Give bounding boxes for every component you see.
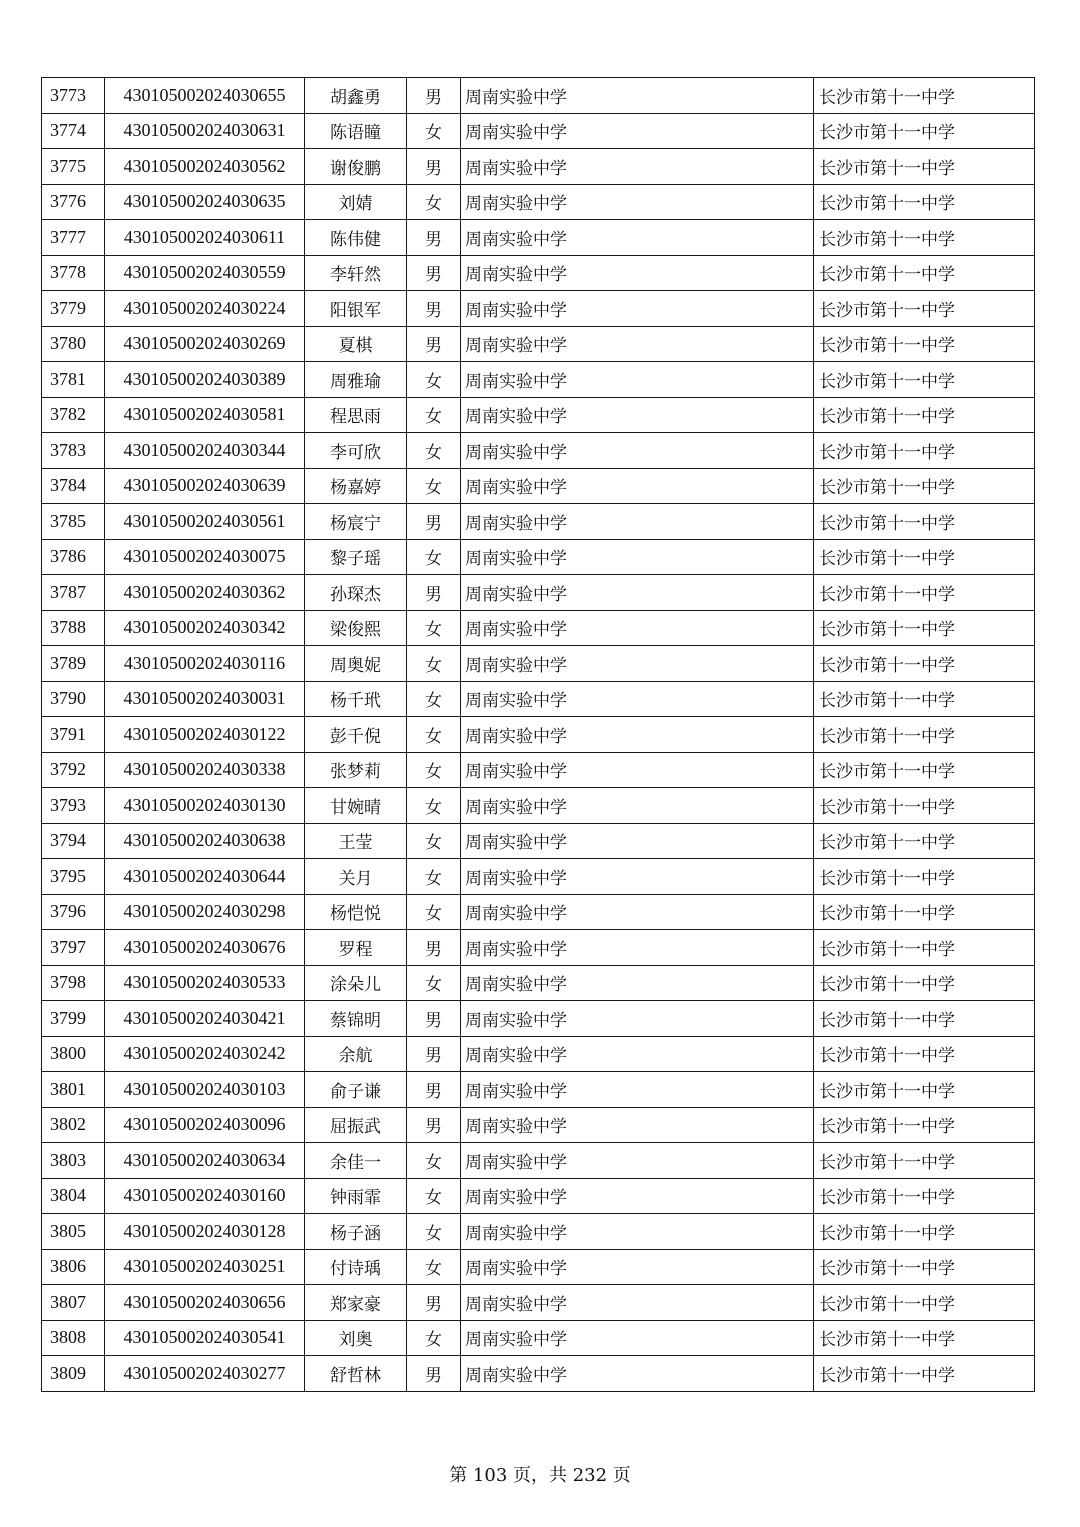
cell-seq: 3808 bbox=[42, 1320, 105, 1356]
cell-name: 蔡锦明 bbox=[305, 1001, 407, 1037]
cell-name: 郑家豪 bbox=[305, 1285, 407, 1321]
cell-gender: 女 bbox=[407, 1214, 461, 1250]
cell-admitted-school: 长沙市第十一中学 bbox=[814, 1285, 1035, 1321]
cell-school: 周南实验中学 bbox=[461, 255, 814, 291]
cell-school: 周南实验中学 bbox=[461, 326, 814, 362]
cell-seq: 3773 bbox=[42, 78, 105, 114]
cell-student-id: 430105002024030362 bbox=[105, 575, 305, 611]
cell-seq: 3788 bbox=[42, 610, 105, 646]
cell-gender: 男 bbox=[407, 1072, 461, 1108]
cell-student-id: 430105002024030160 bbox=[105, 1178, 305, 1214]
cell-gender: 女 bbox=[407, 1143, 461, 1179]
table-row bbox=[42, 1178, 1035, 1214]
cell-seq: 3782 bbox=[42, 397, 105, 433]
cell-school: 周南实验中学 bbox=[461, 113, 814, 149]
table-row bbox=[42, 1214, 1035, 1250]
cell-gender: 女 bbox=[407, 184, 461, 220]
cell-gender: 女 bbox=[407, 752, 461, 788]
cell-name: 谢俊鹏 bbox=[305, 149, 407, 185]
cell-school: 周南实验中学 bbox=[461, 717, 814, 753]
cell-student-id: 430105002024030655 bbox=[105, 78, 305, 114]
cell-gender: 女 bbox=[407, 362, 461, 398]
cell-admitted-school: 长沙市第十一中学 bbox=[814, 1107, 1035, 1143]
cell-student-id: 430105002024030269 bbox=[105, 326, 305, 362]
cell-school: 周南实验中学 bbox=[461, 575, 814, 611]
cell-name: 陈语瞳 bbox=[305, 113, 407, 149]
cell-name: 胡鑫勇 bbox=[305, 78, 407, 114]
cell-gender: 男 bbox=[407, 149, 461, 185]
page-number-footer: 第 103 页，共 232 页 bbox=[449, 1465, 631, 1486]
cell-student-id: 430105002024030581 bbox=[105, 397, 305, 433]
cell-school: 周南实验中学 bbox=[461, 823, 814, 859]
table-row bbox=[42, 1356, 1035, 1392]
table-row bbox=[42, 681, 1035, 717]
cell-student-id: 430105002024030638 bbox=[105, 823, 305, 859]
cell-seq: 3801 bbox=[42, 1072, 105, 1108]
cell-school: 周南实验中学 bbox=[461, 1178, 814, 1214]
table-row bbox=[42, 504, 1035, 540]
cell-gender: 男 bbox=[407, 326, 461, 362]
cell-name: 程思雨 bbox=[305, 397, 407, 433]
table-row bbox=[42, 1036, 1035, 1072]
cell-name: 杨嘉婷 bbox=[305, 468, 407, 504]
cell-gender: 女 bbox=[407, 646, 461, 682]
cell-seq: 3792 bbox=[42, 752, 105, 788]
cell-seq: 3807 bbox=[42, 1285, 105, 1321]
cell-admitted-school: 长沙市第十一中学 bbox=[814, 539, 1035, 575]
cell-admitted-school: 长沙市第十一中学 bbox=[814, 1036, 1035, 1072]
cell-seq: 3797 bbox=[42, 930, 105, 966]
cell-school: 周南实验中学 bbox=[461, 1001, 814, 1037]
cell-student-id: 430105002024030639 bbox=[105, 468, 305, 504]
table-row bbox=[42, 1249, 1035, 1285]
cell-admitted-school: 长沙市第十一中学 bbox=[814, 1143, 1035, 1179]
cell-gender: 女 bbox=[407, 965, 461, 1001]
cell-admitted-school: 长沙市第十一中学 bbox=[814, 752, 1035, 788]
cell-student-id: 430105002024030128 bbox=[105, 1214, 305, 1250]
cell-student-id: 430105002024030611 bbox=[105, 220, 305, 256]
cell-student-id: 430105002024030116 bbox=[105, 646, 305, 682]
cell-seq: 3803 bbox=[42, 1143, 105, 1179]
cell-student-id: 430105002024030338 bbox=[105, 752, 305, 788]
cell-student-id: 430105002024030344 bbox=[105, 433, 305, 469]
cell-gender: 女 bbox=[407, 468, 461, 504]
cell-name: 刘婧 bbox=[305, 184, 407, 220]
cell-seq: 3784 bbox=[42, 468, 105, 504]
cell-student-id: 430105002024030075 bbox=[105, 539, 305, 575]
cell-gender: 男 bbox=[407, 255, 461, 291]
cell-seq: 3794 bbox=[42, 823, 105, 859]
cell-seq: 3804 bbox=[42, 1178, 105, 1214]
table-row bbox=[42, 1072, 1035, 1108]
cell-student-id: 430105002024030541 bbox=[105, 1320, 305, 1356]
cell-school: 周南实验中学 bbox=[461, 397, 814, 433]
cell-seq: 3776 bbox=[42, 184, 105, 220]
cell-seq: 3790 bbox=[42, 681, 105, 717]
cell-admitted-school: 长沙市第十一中学 bbox=[814, 1320, 1035, 1356]
cell-admitted-school: 长沙市第十一中学 bbox=[814, 255, 1035, 291]
cell-student-id: 430105002024030421 bbox=[105, 1001, 305, 1037]
cell-student-id: 430105002024030631 bbox=[105, 113, 305, 149]
cell-admitted-school: 长沙市第十一中学 bbox=[814, 78, 1035, 114]
cell-gender: 女 bbox=[407, 1178, 461, 1214]
cell-name: 罗程 bbox=[305, 930, 407, 966]
cell-seq: 3793 bbox=[42, 788, 105, 824]
cell-gender: 女 bbox=[407, 610, 461, 646]
cell-school: 周南实验中学 bbox=[461, 504, 814, 540]
cell-name: 杨子涵 bbox=[305, 1214, 407, 1250]
cell-seq: 3781 bbox=[42, 362, 105, 398]
cell-student-id: 430105002024030561 bbox=[105, 504, 305, 540]
cell-name: 钟雨霏 bbox=[305, 1178, 407, 1214]
cell-seq: 3778 bbox=[42, 255, 105, 291]
cell-admitted-school: 长沙市第十一中学 bbox=[814, 1249, 1035, 1285]
cell-admitted-school: 长沙市第十一中学 bbox=[814, 575, 1035, 611]
cell-name: 屈振武 bbox=[305, 1107, 407, 1143]
cell-school: 周南实验中学 bbox=[461, 610, 814, 646]
table-row bbox=[42, 255, 1035, 291]
cell-gender: 男 bbox=[407, 220, 461, 256]
table-row bbox=[42, 220, 1035, 256]
cell-school: 周南实验中学 bbox=[461, 1356, 814, 1392]
cell-school: 周南实验中学 bbox=[461, 78, 814, 114]
cell-seq: 3809 bbox=[42, 1356, 105, 1392]
cell-name: 俞子谦 bbox=[305, 1072, 407, 1108]
cell-name: 李轩然 bbox=[305, 255, 407, 291]
cell-name: 周雅瑜 bbox=[305, 362, 407, 398]
cell-school: 周南实验中学 bbox=[461, 468, 814, 504]
table-row bbox=[42, 1285, 1035, 1321]
cell-admitted-school: 长沙市第十一中学 bbox=[814, 610, 1035, 646]
cell-gender: 男 bbox=[407, 1356, 461, 1392]
cell-student-id: 430105002024030644 bbox=[105, 859, 305, 895]
table-row bbox=[42, 397, 1035, 433]
cell-gender: 女 bbox=[407, 894, 461, 930]
cell-gender: 男 bbox=[407, 1107, 461, 1143]
cell-admitted-school: 长沙市第十一中学 bbox=[814, 504, 1035, 540]
cell-student-id: 430105002024030242 bbox=[105, 1036, 305, 1072]
cell-admitted-school: 长沙市第十一中学 bbox=[814, 681, 1035, 717]
cell-school: 周南实验中学 bbox=[461, 220, 814, 256]
cell-student-id: 430105002024030277 bbox=[105, 1356, 305, 1392]
cell-admitted-school: 长沙市第十一中学 bbox=[814, 468, 1035, 504]
cell-school: 周南实验中学 bbox=[461, 1143, 814, 1179]
cell-seq: 3805 bbox=[42, 1214, 105, 1250]
admission-list-table bbox=[41, 77, 1035, 1392]
cell-student-id: 430105002024030656 bbox=[105, 1285, 305, 1321]
cell-admitted-school: 长沙市第十一中学 bbox=[814, 717, 1035, 753]
admission-list-table-wrapper bbox=[41, 77, 1034, 1392]
table-row bbox=[42, 291, 1035, 327]
cell-seq: 3800 bbox=[42, 1036, 105, 1072]
cell-gender: 男 bbox=[407, 1285, 461, 1321]
cell-school: 周南实验中学 bbox=[461, 894, 814, 930]
table-body bbox=[42, 78, 1035, 1392]
cell-school: 周南实验中学 bbox=[461, 1036, 814, 1072]
table-row bbox=[42, 575, 1035, 611]
cell-school: 周南实验中学 bbox=[461, 681, 814, 717]
table-row bbox=[42, 1107, 1035, 1143]
cell-gender: 女 bbox=[407, 433, 461, 469]
cell-name: 黎子瑶 bbox=[305, 539, 407, 575]
cell-admitted-school: 长沙市第十一中学 bbox=[814, 965, 1035, 1001]
table-row bbox=[42, 965, 1035, 1001]
cell-name: 舒哲林 bbox=[305, 1356, 407, 1392]
cell-name: 王莹 bbox=[305, 823, 407, 859]
cell-school: 周南实验中学 bbox=[461, 1285, 814, 1321]
cell-school: 周南实验中学 bbox=[461, 184, 814, 220]
cell-name: 刘奥 bbox=[305, 1320, 407, 1356]
table-row bbox=[42, 78, 1035, 114]
cell-admitted-school: 长沙市第十一中学 bbox=[814, 291, 1035, 327]
cell-school: 周南实验中学 bbox=[461, 930, 814, 966]
cell-name: 余佳一 bbox=[305, 1143, 407, 1179]
cell-admitted-school: 长沙市第十一中学 bbox=[814, 433, 1035, 469]
cell-seq: 3791 bbox=[42, 717, 105, 753]
cell-school: 周南实验中学 bbox=[461, 433, 814, 469]
cell-admitted-school: 长沙市第十一中学 bbox=[814, 149, 1035, 185]
cell-student-id: 430105002024030298 bbox=[105, 894, 305, 930]
cell-gender: 女 bbox=[407, 1249, 461, 1285]
cell-admitted-school: 长沙市第十一中学 bbox=[814, 397, 1035, 433]
cell-seq: 3799 bbox=[42, 1001, 105, 1037]
cell-seq: 3787 bbox=[42, 575, 105, 611]
table-row bbox=[42, 717, 1035, 753]
table-row bbox=[42, 362, 1035, 398]
table-row bbox=[42, 468, 1035, 504]
cell-name: 涂朵儿 bbox=[305, 965, 407, 1001]
cell-school: 周南实验中学 bbox=[461, 149, 814, 185]
table-row bbox=[42, 788, 1035, 824]
cell-admitted-school: 长沙市第十一中学 bbox=[814, 184, 1035, 220]
table-row bbox=[42, 894, 1035, 930]
cell-school: 周南实验中学 bbox=[461, 1107, 814, 1143]
cell-school: 周南实验中学 bbox=[461, 362, 814, 398]
cell-school: 周南实验中学 bbox=[461, 1214, 814, 1250]
cell-gender: 女 bbox=[407, 113, 461, 149]
cell-gender: 男 bbox=[407, 291, 461, 327]
cell-name: 陈伟健 bbox=[305, 220, 407, 256]
cell-seq: 3798 bbox=[42, 965, 105, 1001]
cell-student-id: 430105002024030533 bbox=[105, 965, 305, 1001]
table-row bbox=[42, 326, 1035, 362]
cell-gender: 男 bbox=[407, 930, 461, 966]
cell-gender: 男 bbox=[407, 1036, 461, 1072]
cell-student-id: 430105002024030635 bbox=[105, 184, 305, 220]
cell-gender: 男 bbox=[407, 1001, 461, 1037]
cell-school: 周南实验中学 bbox=[461, 1072, 814, 1108]
cell-gender: 女 bbox=[407, 788, 461, 824]
cell-name: 李可欣 bbox=[305, 433, 407, 469]
cell-admitted-school: 长沙市第十一中学 bbox=[814, 1001, 1035, 1037]
cell-admitted-school: 长沙市第十一中学 bbox=[814, 859, 1035, 895]
table-row bbox=[42, 646, 1035, 682]
table-row bbox=[42, 1320, 1035, 1356]
cell-student-id: 430105002024030562 bbox=[105, 149, 305, 185]
cell-seq: 3779 bbox=[42, 291, 105, 327]
cell-name: 关月 bbox=[305, 859, 407, 895]
cell-seq: 3780 bbox=[42, 326, 105, 362]
table-row bbox=[42, 184, 1035, 220]
cell-seq: 3789 bbox=[42, 646, 105, 682]
cell-admitted-school: 长沙市第十一中学 bbox=[814, 220, 1035, 256]
cell-gender: 女 bbox=[407, 681, 461, 717]
cell-name: 付诗瑀 bbox=[305, 1249, 407, 1285]
cell-student-id: 430105002024030031 bbox=[105, 681, 305, 717]
cell-admitted-school: 长沙市第十一中学 bbox=[814, 113, 1035, 149]
cell-name: 余航 bbox=[305, 1036, 407, 1072]
cell-admitted-school: 长沙市第十一中学 bbox=[814, 894, 1035, 930]
cell-name: 阳银军 bbox=[305, 291, 407, 327]
cell-school: 周南实验中学 bbox=[461, 752, 814, 788]
cell-admitted-school: 长沙市第十一中学 bbox=[814, 1178, 1035, 1214]
cell-name: 梁俊熙 bbox=[305, 610, 407, 646]
cell-student-id: 430105002024030122 bbox=[105, 717, 305, 753]
cell-seq: 3795 bbox=[42, 859, 105, 895]
cell-seq: 3786 bbox=[42, 539, 105, 575]
table-row bbox=[42, 1001, 1035, 1037]
cell-seq: 3802 bbox=[42, 1107, 105, 1143]
cell-name: 孙琛杰 bbox=[305, 575, 407, 611]
cell-school: 周南实验中学 bbox=[461, 291, 814, 327]
table-row bbox=[42, 610, 1035, 646]
cell-gender: 女 bbox=[407, 539, 461, 575]
cell-school: 周南实验中学 bbox=[461, 1249, 814, 1285]
cell-admitted-school: 长沙市第十一中学 bbox=[814, 823, 1035, 859]
cell-gender: 男 bbox=[407, 575, 461, 611]
cell-admitted-school: 长沙市第十一中学 bbox=[814, 930, 1035, 966]
cell-gender: 女 bbox=[407, 823, 461, 859]
cell-name: 彭千倪 bbox=[305, 717, 407, 753]
cell-admitted-school: 长沙市第十一中学 bbox=[814, 788, 1035, 824]
cell-student-id: 430105002024030634 bbox=[105, 1143, 305, 1179]
cell-gender: 女 bbox=[407, 717, 461, 753]
cell-name: 张梦莉 bbox=[305, 752, 407, 788]
cell-admitted-school: 长沙市第十一中学 bbox=[814, 1356, 1035, 1392]
cell-gender: 女 bbox=[407, 1320, 461, 1356]
cell-student-id: 430105002024030130 bbox=[105, 788, 305, 824]
cell-seq: 3777 bbox=[42, 220, 105, 256]
table-row bbox=[42, 539, 1035, 575]
cell-student-id: 430105002024030676 bbox=[105, 930, 305, 966]
cell-school: 周南实验中学 bbox=[461, 859, 814, 895]
cell-seq: 3806 bbox=[42, 1249, 105, 1285]
cell-gender: 男 bbox=[407, 504, 461, 540]
cell-school: 周南实验中学 bbox=[461, 646, 814, 682]
cell-name: 杨恺悦 bbox=[305, 894, 407, 930]
cell-seq: 3785 bbox=[42, 504, 105, 540]
cell-admitted-school: 长沙市第十一中学 bbox=[814, 1072, 1035, 1108]
cell-student-id: 430105002024030342 bbox=[105, 610, 305, 646]
table-row bbox=[42, 752, 1035, 788]
cell-school: 周南实验中学 bbox=[461, 965, 814, 1001]
cell-admitted-school: 长沙市第十一中学 bbox=[814, 362, 1035, 398]
cell-admitted-school: 长沙市第十一中学 bbox=[814, 326, 1035, 362]
cell-admitted-school: 长沙市第十一中学 bbox=[814, 646, 1035, 682]
cell-name: 甘婉晴 bbox=[305, 788, 407, 824]
table-row bbox=[42, 113, 1035, 149]
table-row bbox=[42, 433, 1035, 469]
cell-seq: 3783 bbox=[42, 433, 105, 469]
cell-school: 周南实验中学 bbox=[461, 1320, 814, 1356]
cell-name: 杨千玳 bbox=[305, 681, 407, 717]
cell-name: 夏棋 bbox=[305, 326, 407, 362]
cell-admitted-school: 长沙市第十一中学 bbox=[814, 1214, 1035, 1250]
cell-gender: 女 bbox=[407, 859, 461, 895]
cell-gender: 女 bbox=[407, 397, 461, 433]
cell-student-id: 430105002024030251 bbox=[105, 1249, 305, 1285]
cell-student-id: 430105002024030224 bbox=[105, 291, 305, 327]
cell-name: 周奥妮 bbox=[305, 646, 407, 682]
cell-student-id: 430105002024030389 bbox=[105, 362, 305, 398]
cell-student-id: 430105002024030096 bbox=[105, 1107, 305, 1143]
table-row bbox=[42, 1143, 1035, 1179]
table-row bbox=[42, 859, 1035, 895]
cell-seq: 3775 bbox=[42, 149, 105, 185]
cell-student-id: 430105002024030559 bbox=[105, 255, 305, 291]
cell-name: 杨宸宁 bbox=[305, 504, 407, 540]
table-row bbox=[42, 930, 1035, 966]
cell-school: 周南实验中学 bbox=[461, 539, 814, 575]
table-row bbox=[42, 823, 1035, 859]
cell-seq: 3774 bbox=[42, 113, 105, 149]
table-row bbox=[42, 149, 1035, 185]
cell-seq: 3796 bbox=[42, 894, 105, 930]
cell-school: 周南实验中学 bbox=[461, 788, 814, 824]
cell-student-id: 430105002024030103 bbox=[105, 1072, 305, 1108]
cell-gender: 男 bbox=[407, 78, 461, 114]
